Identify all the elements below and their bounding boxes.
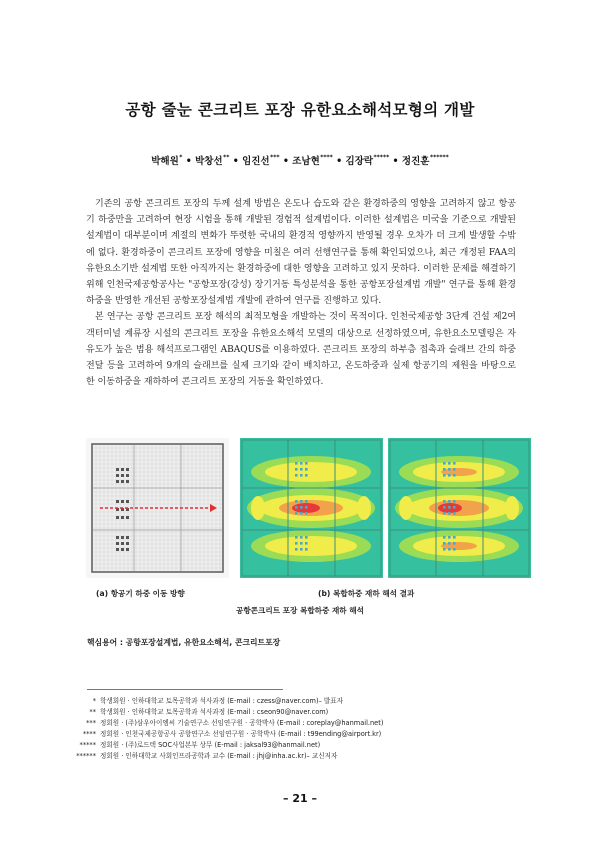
gear-markers (443, 462, 456, 551)
footnote-mark: ** (89, 708, 96, 717)
keywords: 핵심용어 : 공항포장설계법, 유한요소해석, 콘크리트포장 (87, 638, 281, 647)
footnote-text: 정회원 · 인천국제공항공사 공항연구소 선임연구원 · 공학박사 (E-mail : t99ending@airport.kr) (100, 730, 382, 739)
footnote-mark: **** (82, 730, 96, 739)
gear-marker (295, 500, 298, 503)
gear-marker (305, 512, 308, 515)
footnote-divider (87, 689, 283, 690)
footnote-text: 정회원 · 인하대학교 사회인프라공학과 교수 (E-mail : jhj@inha.ac.kr)– 교신저자 (100, 752, 338, 761)
gear-marker (116, 516, 119, 519)
author-name: 정진훈 (401, 156, 430, 167)
author-separator: • (332, 156, 346, 167)
gear-marker (295, 512, 298, 515)
gear-marker (121, 480, 124, 483)
gear-marker (453, 474, 456, 477)
gear-marker (126, 480, 129, 483)
footnote-text: 학생회원 · 인하대학교 토목공학과 석사과정 (E-mail : cseon90@naver.com) (100, 708, 329, 717)
gear-marker (453, 500, 456, 503)
contour-bands (395, 456, 523, 562)
author-separator: • (182, 156, 196, 167)
figure-b-contour-2 (388, 438, 531, 578)
gear-marker (295, 506, 298, 509)
gear-marker (453, 506, 456, 509)
gear-marker (295, 536, 298, 539)
gear-marker (453, 512, 456, 515)
gear-marker (305, 506, 308, 509)
gear-marker (305, 500, 308, 503)
gear-markers (295, 462, 308, 551)
figure-caption-a: (a) 항공기 하중 이동 방향 (96, 589, 185, 598)
author-mark: * (179, 154, 183, 161)
gear-marker (443, 542, 446, 545)
gear-marker (448, 468, 451, 471)
footnote (70, 740, 530, 751)
gear-marker (300, 500, 303, 503)
gear-marker (121, 536, 124, 539)
gear-marker (448, 536, 451, 539)
gear-marker (443, 500, 446, 503)
footnote-mark: *** (86, 719, 96, 728)
gear-marker (448, 512, 451, 515)
footnote-text: 학생회원 · 인하대학교 토목공학과 석사과정 (E-mail : czess@naver.com)– 발표자 (100, 697, 344, 705)
author-mark: ** (223, 154, 230, 161)
gear-marker (126, 474, 129, 477)
footnotes (70, 696, 530, 763)
author-separator: • (279, 156, 293, 167)
author-mark: *** (270, 154, 280, 161)
footnote-text: 정회원 · (주)로드텍 SOC사업본부 상무 (E-mail : jaksal93@hanmail.net) (100, 741, 321, 750)
footnote (70, 718, 530, 729)
gear-markers (116, 468, 129, 551)
gear-marker (443, 506, 446, 509)
gear-marker (300, 512, 303, 515)
author-name: 조남현 (292, 156, 320, 167)
footnote-mark: * (92, 697, 96, 705)
gear-marker (300, 468, 303, 471)
gear-marker (448, 462, 451, 465)
gear-marker (453, 468, 456, 471)
figure-a-mesh (86, 438, 229, 578)
author-name: 김장락 (345, 156, 374, 167)
gear-marker (116, 480, 119, 483)
gear-marker (121, 468, 124, 471)
gear-marker (116, 474, 119, 477)
author-separator: • (389, 156, 402, 167)
gear-marker (448, 474, 451, 477)
gear-marker (443, 536, 446, 539)
gear-marker (448, 542, 451, 545)
gear-marker (116, 536, 119, 539)
gear-marker (300, 506, 303, 509)
gear-marker (295, 548, 298, 551)
gear-marker (295, 474, 298, 477)
gear-marker (295, 468, 298, 471)
gear-marker (300, 536, 303, 539)
figure-caption-main: 공항콘크리트 포장 복합하중 재하 해석 (236, 606, 364, 615)
footnote (70, 696, 530, 707)
gear-marker (295, 462, 298, 465)
author-separator: • (229, 156, 243, 167)
gear-marker (453, 536, 456, 539)
gear-marker (448, 500, 451, 503)
gear-marker (116, 500, 119, 503)
gear-marker (121, 474, 124, 477)
gear-marker (300, 474, 303, 477)
gear-marker (305, 468, 308, 471)
gear-marker (305, 542, 308, 545)
gear-marker (300, 542, 303, 545)
gear-marker (453, 542, 456, 545)
gear-marker (126, 468, 129, 471)
gear-marker (305, 536, 308, 539)
author-mark: ****** (429, 154, 449, 161)
author-name: 박해원 (151, 156, 179, 167)
gear-marker (126, 500, 129, 503)
gear-marker (443, 462, 446, 465)
gear-marker (116, 468, 119, 471)
gear-marker (121, 542, 124, 545)
gear-marker (448, 506, 451, 509)
gear-marker (300, 462, 303, 465)
footnote (70, 707, 530, 718)
contour-bands (247, 456, 375, 562)
author-list (0, 153, 600, 167)
page-number: – 21 – (283, 792, 317, 805)
gear-marker (116, 548, 119, 551)
figure-caption-b: (b) 복합하중 재하 해석 결과 (318, 589, 415, 598)
gear-marker (305, 548, 308, 551)
gear-marker (443, 468, 446, 471)
paper-title: 공항 줄눈 콘크리트 포장 유한요소해석모형의 개발 (125, 101, 475, 119)
gear-marker (126, 542, 129, 545)
gear-marker (453, 462, 456, 465)
author-name: 박창선 (195, 156, 223, 167)
footnote (70, 729, 530, 740)
footnote (70, 751, 530, 762)
abstract (86, 196, 516, 390)
author-mark: **** (320, 154, 333, 161)
footnote-mark: ****** (76, 752, 96, 761)
gear-marker (126, 536, 129, 539)
gear-marker (443, 474, 446, 477)
abstract-paragraph: 기존의 공항 콘크리트 포장의 두께 설계 방법은 온도나 습도와 같은 환경하중의 영향을 고려하지 않고 항공기 하중만을 고려하여 현장 시험을 통해 개발된 경험적 설계법이다. 이러한 설계법은 미국을 기준으로 개발된 설계법이 대부분이며 계절의 변화가 뚜렷한 국내의 환경적 영향까지 반영될 경우 오차가 더 크게 발생할 수밖에 없다. 환경하중이 콘크리트 포장에 영향을 미칠은 여러 선행연구를 통해 확인되었으나, 최근 개정된 FAA의 유한요소기반 설계법 또한 아직까지는 환경하중에 대한 영향을 고려하고 있지 못하다. 이러한 문제를 해결하기 위해 인천국제공항공사는 "공항포장(강성) 장기거동 특성분석을 통한 공항포장설계법 개발" 연구를 통해 환경하중을 반영한 개선된 공항포장설계법 개발에 관하여 연구를 진행하고 있다. (86, 199, 516, 307)
gear-marker (453, 548, 456, 551)
abstract-paragraph: 본 연구는 공항 콘크리트 포장 해석의 최적모형을 개발하는 것이 목적이다. 인천국제공항 3단계 건설 제2여객터미널 계류장 시설의 콘크리트 포장을 유한요소해석 모델의 대상으로 선정하였으며, 유한요소모델링은 자유도가 높은 범용 해석프로그램인 ABAQUS를 이용하였다. 콘크리트 포장의 하부층 접촉과 슬래브 간의 하중 전달 등을 고려하여 9개의 슬래브를 실제 크기와 같이 배치하고, 온도하중과 실제 항공기의 제원을 바탕으로 한 이동하중을 재하하여 콘크리트 포장의 거동을 확인하였다. (86, 312, 516, 388)
author-name: 임진선 (242, 156, 270, 167)
gear-marker (295, 542, 298, 545)
gear-marker (305, 474, 308, 477)
footnote-mark: ***** (79, 741, 96, 750)
gear-marker (305, 462, 308, 465)
figure-b-contour-1 (240, 438, 383, 578)
gear-marker (443, 512, 446, 515)
gear-marker (121, 548, 124, 551)
gear-marker (121, 516, 124, 519)
gear-marker (126, 516, 129, 519)
author-mark: ***** (373, 154, 390, 161)
gear-marker (116, 542, 119, 545)
gear-marker (121, 500, 124, 503)
footnote-text: 정회원 · (주)삼우아이엠씨 기술연구소 선임연구원 · 공학박사 (E-mail : coreplay@hanmail.net) (100, 719, 384, 728)
gear-marker (300, 548, 303, 551)
gear-marker (443, 548, 446, 551)
gear-marker (126, 548, 129, 551)
gear-marker (448, 548, 451, 551)
